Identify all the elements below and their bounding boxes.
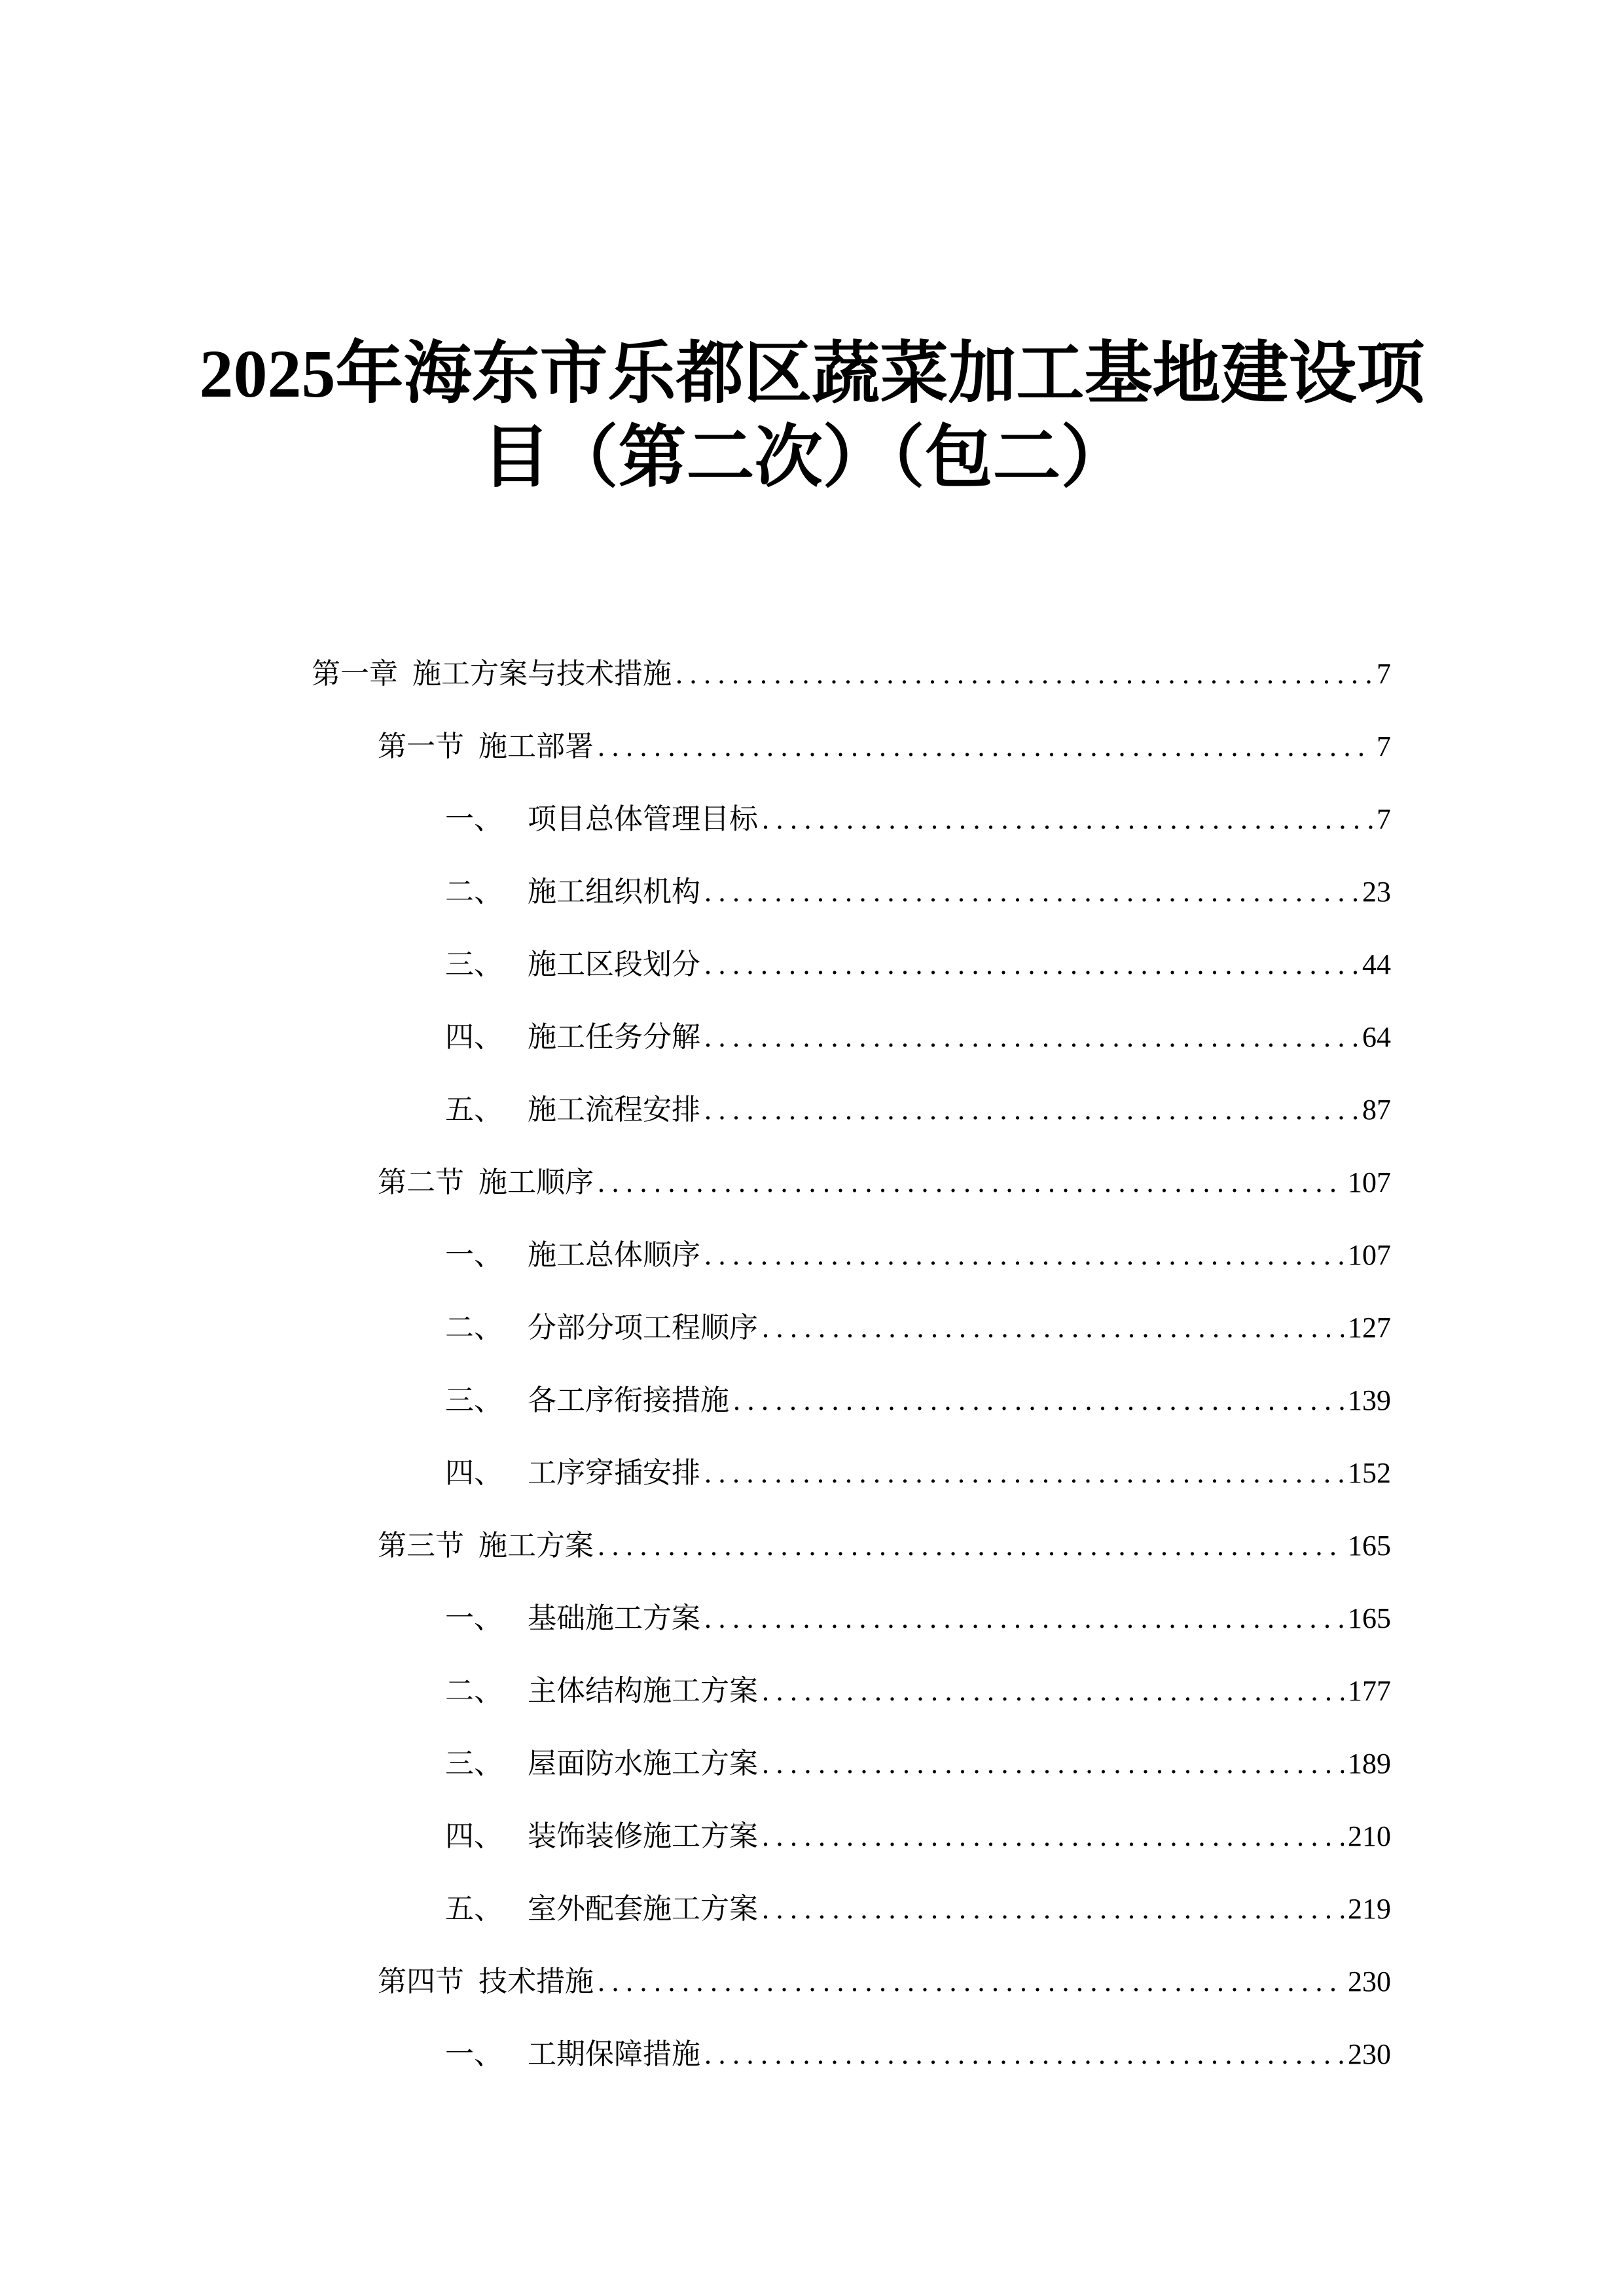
dot-leader [704, 1454, 1344, 1493]
toc-page-number: 165 [1348, 1530, 1391, 1562]
toc-page-number: 210 [1348, 1820, 1391, 1852]
toc-entry-number: 一、 [445, 1602, 503, 1634]
toc-entry-title: 分部分项工程顺序 [528, 1312, 758, 1344]
dot-leader [762, 800, 1373, 839]
toc-page-number: 230 [1348, 2038, 1391, 2070]
toc-entry-number: 二、 [445, 876, 503, 908]
toc-page-number: 23 [1362, 876, 1391, 908]
toc-entry-number: 四、 [445, 1457, 503, 1489]
dot-leader [704, 1236, 1344, 1275]
toc-page-number: 219 [1348, 1893, 1391, 1925]
toc-page-number: 107 [1348, 1166, 1391, 1198]
toc-entry-title: 施工流程安排 [528, 1094, 700, 1126]
toc-entry-number: 二、 [445, 1312, 503, 1344]
toc-entry-title: 施工区段划分 [528, 948, 700, 980]
toc-page-number: 230 [1348, 1965, 1391, 1998]
toc-entry-title: 工期保障措施 [528, 2038, 700, 2070]
toc-entry-number: 第二节 [378, 1166, 464, 1198]
document-title-line-1: 2025年海东市乐都区蔬菜加工基地建设项 [199, 336, 1425, 412]
dot-leader [598, 1163, 1344, 1202]
dot-leader [704, 872, 1358, 912]
dot-leader [598, 1526, 1344, 1566]
toc-page-number: 44 [1362, 948, 1391, 980]
toc-item[interactable] [445, 1817, 1391, 1856]
toc-page-number: 7 [1377, 730, 1391, 762]
toc-section[interactable] [378, 1163, 1391, 1202]
toc-page-number: 7 [1377, 658, 1391, 690]
toc-section[interactable] [378, 1962, 1391, 2001]
dot-leader [762, 1744, 1344, 1784]
toc-page-number: 189 [1348, 1748, 1391, 1780]
toc-item[interactable] [445, 800, 1391, 839]
toc-entry-title: 工序穿插安排 [528, 1457, 700, 1489]
dot-leader [598, 727, 1373, 766]
toc-entry-title: 施工方案 [478, 1530, 594, 1562]
toc-page-number: 127 [1348, 1312, 1391, 1344]
toc-entry-title: 基础施工方案 [528, 1602, 700, 1634]
toc-item[interactable] [445, 945, 1391, 984]
toc-page-number: 165 [1348, 1602, 1391, 1634]
toc-entry-title: 施工组织机构 [528, 876, 700, 908]
dot-leader [676, 655, 1373, 694]
toc-entry-title: 装饰装修施工方案 [528, 1820, 758, 1852]
dot-leader [762, 1817, 1344, 1856]
toc-entry-title: 屋面防水施工方案 [528, 1748, 758, 1780]
toc-entry-title: 项目总体管理目标 [528, 803, 758, 835]
toc-entry-number: 第一章 [312, 658, 398, 690]
dot-leader [762, 1890, 1344, 1929]
dot-leader [598, 1962, 1344, 2001]
toc-entry-title: 主体结构施工方案 [528, 1675, 758, 1707]
toc-entry-number: 五、 [445, 1094, 503, 1126]
toc-entry-number: 五、 [445, 1893, 503, 1925]
toc-item[interactable] [445, 1236, 1391, 1275]
toc-item[interactable] [445, 1744, 1391, 1784]
toc-entry-number: 四、 [445, 1021, 503, 1053]
toc-section[interactable] [378, 1526, 1391, 1566]
toc-item[interactable] [445, 1308, 1391, 1348]
toc-page-number: 107 [1348, 1239, 1391, 1271]
dot-leader [762, 1308, 1344, 1348]
dot-leader [704, 1018, 1358, 1057]
toc-entry-number: 一、 [445, 2038, 503, 2070]
toc-item[interactable] [445, 1090, 1391, 1130]
toc-entry-number: 第一节 [378, 730, 464, 762]
toc-entry-title: 室外配套施工方案 [528, 1893, 758, 1925]
toc-item[interactable] [445, 1599, 1391, 1638]
toc-page-number: 7 [1377, 803, 1391, 835]
toc-entry-title: 施工总体顺序 [528, 1239, 700, 1271]
dot-leader [704, 1599, 1344, 1638]
dot-leader [762, 1672, 1344, 1711]
toc-entry-title: 施工方案与技术措施 [412, 658, 672, 690]
toc-entry-number: 一、 [445, 1239, 503, 1271]
toc-entry-title: 施工顺序 [478, 1166, 594, 1198]
toc-page-number: 152 [1348, 1457, 1391, 1489]
toc-entry-number: 二、 [445, 1675, 503, 1707]
dot-leader [733, 1381, 1344, 1420]
toc-page-number: 64 [1362, 1021, 1391, 1053]
dot-leader [704, 945, 1358, 984]
toc-entry-number: 第三节 [378, 1530, 464, 1562]
toc-page-number: 177 [1348, 1675, 1391, 1707]
toc-entry-title: 施工部署 [478, 730, 594, 762]
toc-entry-number: 三、 [445, 1384, 503, 1416]
toc-item[interactable] [445, 1454, 1391, 1493]
toc-item[interactable] [445, 872, 1391, 912]
toc-entry-number: 一、 [445, 803, 503, 835]
toc-entry-number: 三、 [445, 948, 503, 980]
toc-entry-number: 四、 [445, 1820, 503, 1852]
dot-leader [704, 2035, 1344, 2074]
toc-page-number: 139 [1348, 1384, 1391, 1416]
toc-item[interactable] [445, 1381, 1391, 1420]
toc-item[interactable] [445, 1018, 1391, 1057]
document-title-line-2: 目（第二次）（包二） [482, 420, 1129, 495]
toc-item[interactable] [445, 2035, 1391, 2074]
toc-page-number: 87 [1362, 1094, 1391, 1126]
toc-chapter[interactable] [312, 655, 1391, 694]
toc-entry-title: 各工序衔接措施 [528, 1384, 729, 1416]
toc-entry-number: 第四节 [378, 1965, 464, 1998]
toc-entry-number: 三、 [445, 1748, 503, 1780]
dot-leader [704, 1090, 1358, 1130]
toc-item[interactable] [445, 1890, 1391, 1929]
toc-section[interactable] [378, 727, 1391, 766]
toc-entry-title: 施工任务分解 [528, 1021, 700, 1053]
toc-entry-title: 技术措施 [478, 1965, 594, 1998]
toc-item[interactable] [445, 1672, 1391, 1711]
